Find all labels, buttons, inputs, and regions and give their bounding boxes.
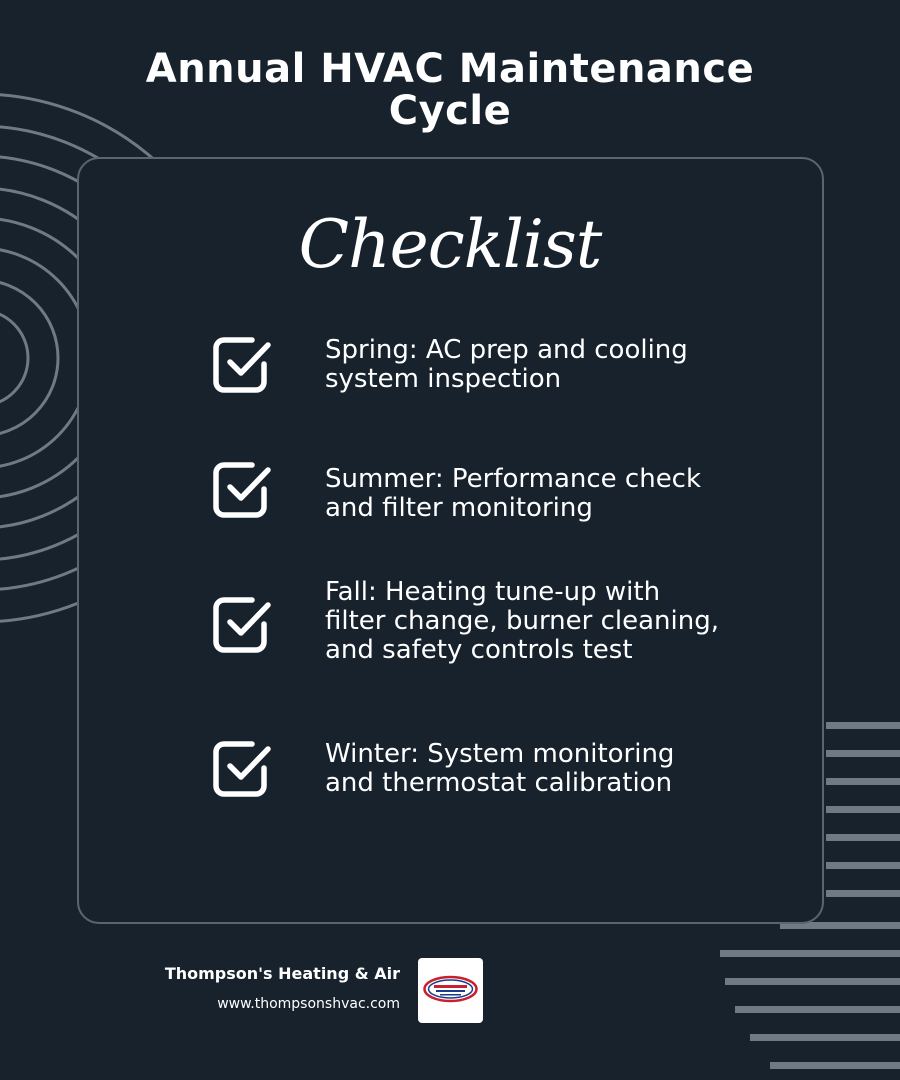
page-title (0, 48, 900, 132)
checklist-item-line: Winter: System monitoring (325, 739, 675, 769)
ring-1 (0, 310, 28, 406)
checklist-heading: Checklist (298, 206, 602, 283)
ring-2 (0, 280, 58, 436)
checklist-item-line: Spring: AC prep and cooling (325, 335, 688, 365)
page-title-line-1: Annual HVAC Maintenance (145, 46, 755, 92)
checklist-item-text (325, 336, 765, 394)
checklist-item-line: and thermostat calibration (325, 768, 673, 798)
page-title-line-2: Cycle (388, 88, 512, 134)
checkbox-checked-icon (212, 459, 274, 521)
checkbox-checked-icon (212, 334, 274, 396)
checklist-item-text (325, 578, 765, 665)
checklist-item-line: and filter monitoring (325, 493, 593, 523)
checkbox-checked-icon (212, 594, 274, 656)
checklist-item-line: and safety controls test (325, 635, 633, 665)
company-logo-icon (418, 958, 483, 1023)
company-logo (418, 958, 483, 1023)
checklist-item-text (325, 740, 765, 798)
checkbox-checked-icon (212, 738, 274, 800)
checklist-item-line: Fall: Heating tune-up with (325, 577, 661, 607)
checklist-item-line: filter change, burner cleaning, (325, 606, 719, 636)
checklist-item-line: Summer: Performance check (325, 464, 702, 494)
checklist-item-text (325, 465, 765, 523)
footer-brand-name: Thompson's Heating & Air (164, 964, 400, 983)
footer-website-link[interactable]: www.thompsonshvac.com (217, 996, 400, 1012)
checklist-item-line: system inspection (325, 364, 562, 394)
